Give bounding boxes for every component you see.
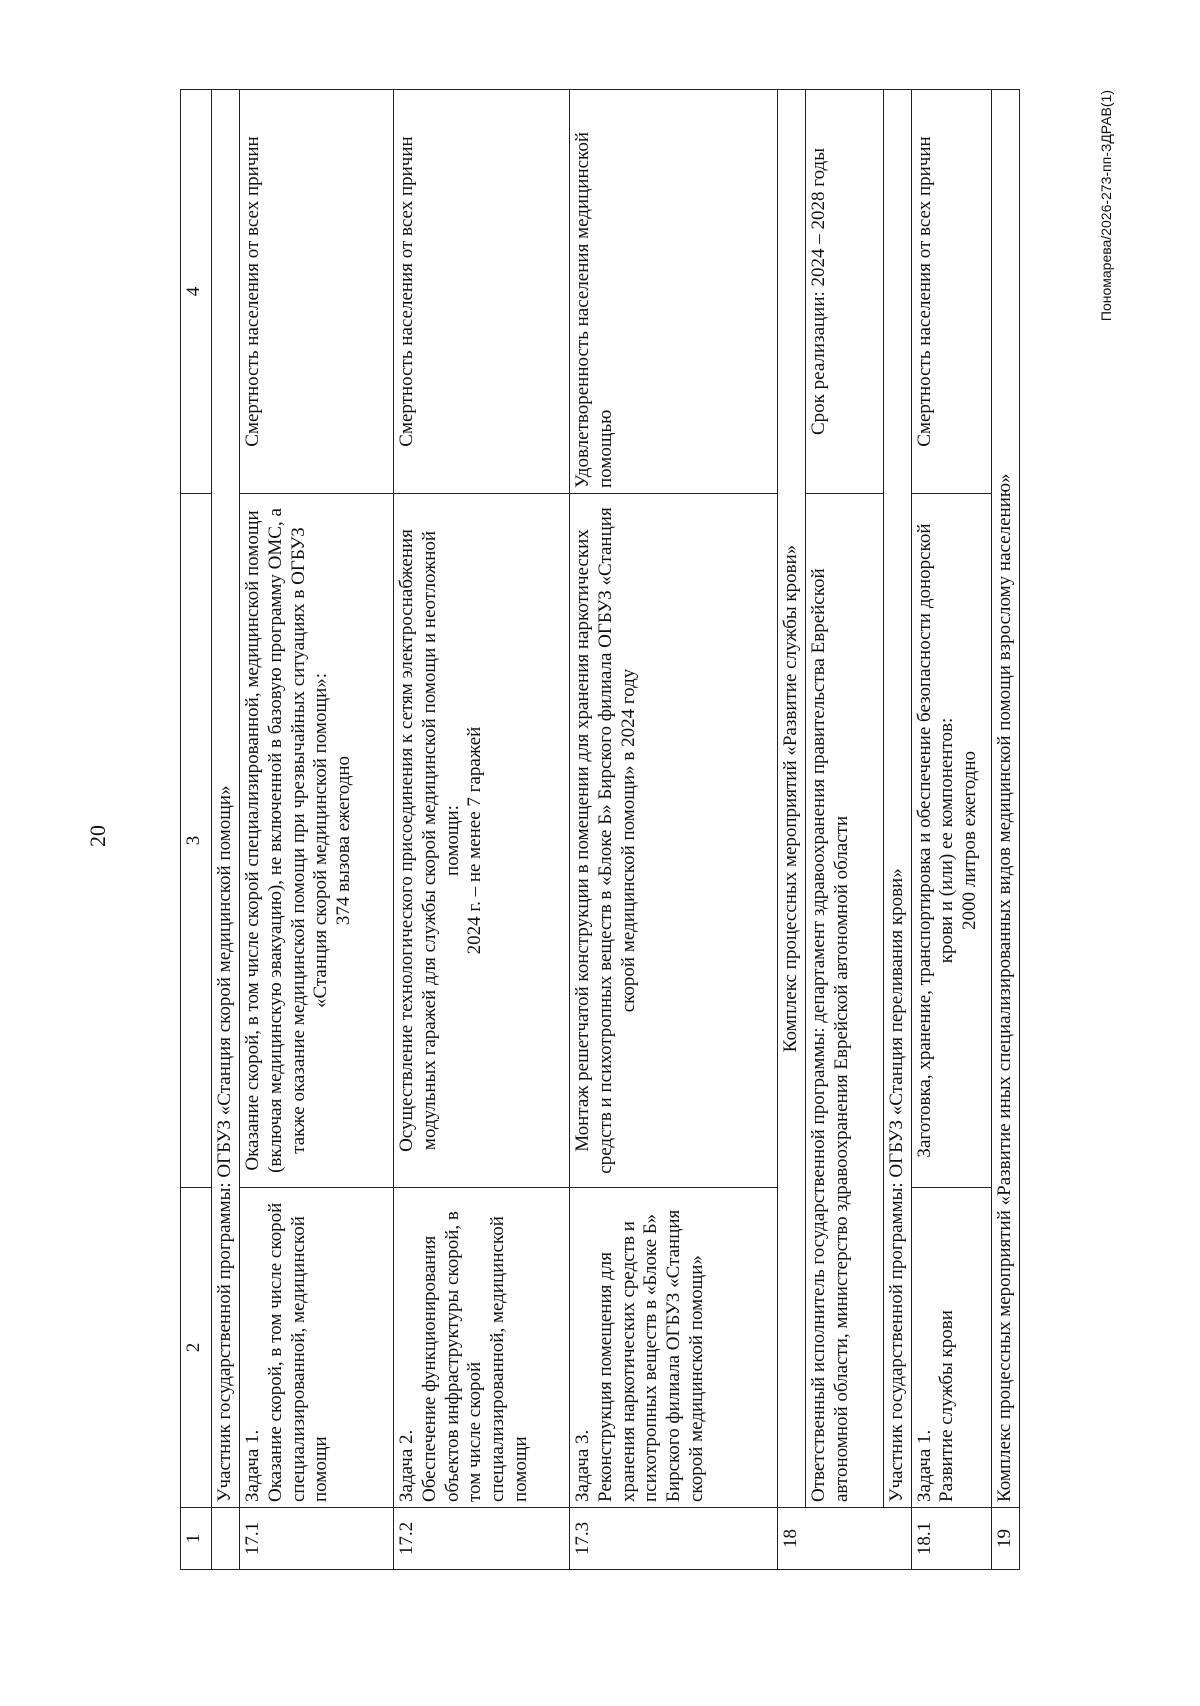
task-cell: [570, 1188, 778, 1508]
row-number: 17.3: [570, 1508, 778, 1570]
participant-18: Участник государственной программы: ОГБУЗ «Станция переливания крови»: [883, 90, 911, 1508]
complex-title-18: Комплекс процессных мероприятий «Развитие службы крови»: [778, 90, 806, 1508]
result-text: Осуществление технологического присоединения к сетям электроснабжения модульных гаражей для службы скорой медицинской помощи и неотложной помощи:: [396, 529, 463, 1152]
task-text: Оказание скорой, в том числе скорой специализированной, медицинской помощи: [264, 1202, 332, 1502]
indicator-cell: Смертность населения от всех причин: [240, 90, 394, 494]
result-cell: [240, 494, 394, 1188]
result-cell: Монтаж решетчатой конструкции в помещении для хранения наркотических средств и психотропных веществ в «Блоке Б» Бирского филиала ОГБУЗ «Станция скорой медицинской помощи» в 2024 году: [570, 494, 778, 1188]
header-col-2: 2: [181, 1188, 212, 1508]
task-title: Задача 1.: [913, 1429, 935, 1502]
task-title: Задача 3.: [572, 1429, 593, 1502]
header-col-1: 1: [181, 1508, 212, 1570]
table-row: [778, 90, 806, 1570]
table-row: [883, 90, 911, 1570]
result-value: 374 вызова ежегодно: [333, 755, 355, 926]
complex-title-19: Комплекс процессных мероприятий «Развитие иных специализированных видов медицинской помощи взрослому населению»: [991, 90, 1019, 1508]
table-row: [805, 90, 883, 1570]
task-cell: [240, 1188, 394, 1508]
header-col-4: 4: [181, 90, 212, 494]
row-number: 17.2: [394, 1508, 570, 1570]
document-footer-code: Пономарева/2026-273-пп-ЗДРАВ(1): [1098, 90, 1114, 322]
table-header-row: [181, 90, 212, 1570]
responsible-executor: Ответственный исполнитель государственной программы: департамент здравоохранения правительства Еврейской автономной области, министерство здравоохранения Еврейской автономной области: [805, 494, 883, 1508]
result-text: Оказание скорой, в том числе скорой специализированной, медицинской помощи (включая медицинскую эвакуацию), не включенной в базовую программу ОМС, а также оказание медицинской помощи при чрезвычайных ситуациях в ОГБУЗ «Станция скорой медицинской помощи»:: [242, 508, 332, 1173]
program-table: [180, 89, 1020, 1570]
indicator-cell: Смертность населения от всех причин: [911, 90, 991, 494]
implementation-period: Срок реализации: 2024 – 2028 годы: [805, 90, 883, 494]
row-number: 18: [778, 1508, 912, 1570]
table-row: [240, 90, 394, 1570]
task-cell: [911, 1188, 991, 1508]
result-text: Заготовка, хранение, транспортировка и обеспечение безопасности донорской крови и (или) ее компонентов:: [913, 523, 958, 1158]
result-value: 2000 литров ежегодно: [959, 751, 981, 931]
task-cell: [394, 1188, 570, 1508]
indicator-cell: Смертность населения от всех причин: [394, 90, 570, 494]
page-number: 20: [85, 825, 110, 847]
task-text: Реконструкция помещения для хранения наркотических средств и психотропных веществ в «Блоке Б» Бирского филиала ОГБУЗ «Станция скорой медицинской помощи»: [594, 1209, 707, 1502]
indicator-cell: Удовлетворенность населения медицинской помощью: [570, 90, 778, 494]
task-title: Задача 1.: [242, 1429, 263, 1502]
row-number: 17.1: [240, 1508, 394, 1570]
header-col-3: 3: [181, 494, 212, 1188]
row-number: 19: [991, 1508, 1019, 1570]
result-cell: [911, 494, 991, 1188]
result-cell: [394, 494, 570, 1188]
task-text: Развитие службы крови: [936, 1310, 958, 1502]
participant-17: Участник государственной программы: ОГБУЗ «Станция скорой медицинской помощи»: [212, 90, 240, 1508]
rotated-page-content: [180, 90, 1114, 1570]
task-title: Задача 2.: [396, 1429, 417, 1502]
table-row: [911, 90, 991, 1570]
table-row: [212, 90, 240, 1570]
result-value: 2024 г. – не менее 7 гаражей: [464, 726, 486, 955]
task-text: Обеспечение функционирования объектов инфраструктуры скорой, в том числе скорой специализированной, медицинской помощи: [418, 1211, 531, 1502]
table-row: [570, 90, 778, 1570]
row-number: 18.1: [911, 1508, 991, 1570]
table-row: [394, 90, 570, 1570]
table-row: [991, 90, 1019, 1570]
